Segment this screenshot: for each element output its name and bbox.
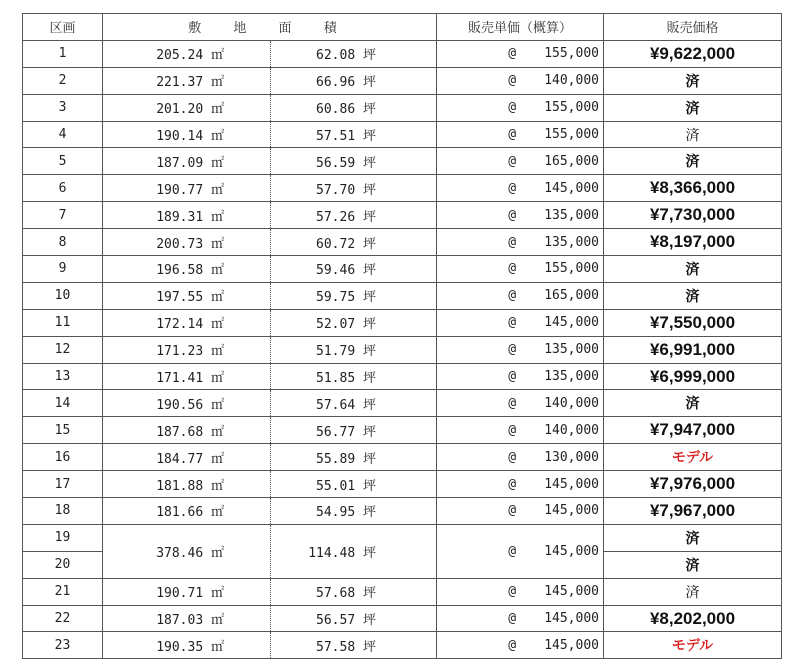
unit-price-value: 165,000 [544,153,599,169]
unit-price [437,524,604,578]
sale-price: 済 [604,256,782,283]
area-m2: 190.56 ㎡ [103,390,271,417]
sale-price: 済 [604,578,782,605]
lot-number: 10 [23,282,103,309]
area-tsubo: 56.57 坪 [271,605,437,632]
at-symbol: @ [508,100,517,116]
unit-price [437,94,604,121]
at-symbol: @ [508,153,517,169]
area-m2: 181.66 ㎡ [103,498,271,525]
unit-price [437,498,604,525]
lot-number: 3 [23,94,103,121]
sale-price: ¥7,967,000 [604,498,782,525]
area-m2: 197.55 ㎡ [103,282,271,309]
sale-price: ¥8,197,000 [604,229,782,256]
lot-number: 2 [23,67,103,94]
sale-price: ¥8,202,000 [604,605,782,632]
table-row [23,282,782,309]
sale-price: 済 [604,524,782,551]
at-symbol: @ [508,637,517,653]
at-symbol: @ [508,543,517,559]
unit-price [437,282,604,309]
lot-number: 15 [23,417,103,444]
area-tsubo: 66.96 坪 [271,67,437,94]
area-tsubo: 60.86 坪 [271,94,437,121]
unit-price-value: 130,000 [544,449,599,465]
at-symbol: @ [508,234,517,250]
lot-number: 12 [23,336,103,363]
sale-price: 済 [604,282,782,309]
area-tsubo: 52.07 坪 [271,309,437,336]
at-symbol: @ [508,73,517,89]
unit-price [437,229,604,256]
lot-number: 11 [23,309,103,336]
area-tsubo: 59.75 坪 [271,282,437,309]
sale-price: ¥8,366,000 [604,175,782,202]
table-body [23,40,782,658]
area-m2: 184.77 ㎡ [103,444,271,471]
area-tsubo: 55.89 坪 [271,444,437,471]
table-row [23,524,782,551]
unit-price-value: 145,000 [544,180,599,196]
unit-price [437,471,604,498]
sale-price: ¥7,976,000 [604,471,782,498]
at-symbol: @ [508,395,517,411]
sale-price: 済 [604,390,782,417]
table-row [23,363,782,390]
lot-number: 9 [23,256,103,283]
sale-price: ¥9,622,000 [604,40,782,67]
table-row [23,256,782,283]
table-row [23,67,782,94]
lot-number: 7 [23,202,103,229]
table-row [23,202,782,229]
unit-price [437,121,604,148]
unit-price [437,40,604,67]
table-row [23,578,782,605]
unit-price-value: 135,000 [544,207,599,223]
table-row [23,390,782,417]
table-row [23,175,782,202]
lot-number: 14 [23,390,103,417]
unit-price [437,417,604,444]
at-symbol: @ [508,315,517,331]
lot-price-table [22,13,782,659]
area-tsubo: 54.95 坪 [271,498,437,525]
unit-price-value: 135,000 [544,342,599,358]
sale-price: ¥7,550,000 [604,309,782,336]
lot-number: 22 [23,605,103,632]
area-tsubo: 60.72 坪 [271,229,437,256]
area-tsubo: 57.51 坪 [271,121,437,148]
at-symbol: @ [508,207,517,223]
table-row [23,94,782,121]
unit-price-value: 145,000 [544,611,599,627]
unit-price-value: 140,000 [544,395,599,411]
sale-price: ¥6,991,000 [604,336,782,363]
header-lot: 区画 [23,14,103,41]
area-m2: 171.41 ㎡ [103,363,271,390]
table-row [23,121,782,148]
table-header-row [23,14,782,41]
area-m2: 378.46 ㎡ [103,524,271,578]
area-m2: 189.31 ㎡ [103,202,271,229]
area-m2: 190.35 ㎡ [103,632,271,659]
table-row [23,309,782,336]
at-symbol: @ [508,611,517,627]
unit-price-value: 155,000 [544,261,599,277]
table-row [23,417,782,444]
unit-price [437,175,604,202]
sale-price: ¥6,999,000 [604,363,782,390]
unit-price [437,363,604,390]
unit-price [437,390,604,417]
lot-number: 21 [23,578,103,605]
at-symbol: @ [508,584,517,600]
unit-price-value: 145,000 [544,543,599,559]
area-m2: 201.20 ㎡ [103,94,271,121]
unit-price-value: 145,000 [544,503,599,519]
at-symbol: @ [508,180,517,196]
table-row [23,336,782,363]
at-symbol: @ [508,288,517,304]
area-m2: 187.09 ㎡ [103,148,271,175]
unit-price [437,444,604,471]
lot-number: 20 [23,551,103,578]
lot-number: 23 [23,632,103,659]
unit-price [437,67,604,94]
area-tsubo: 57.26 坪 [271,202,437,229]
area-m2: 196.58 ㎡ [103,256,271,283]
at-symbol: @ [508,261,517,277]
unit-price [437,148,604,175]
unit-price-value: 135,000 [544,369,599,385]
area-tsubo: 114.48 坪 [271,524,437,578]
unit-price [437,202,604,229]
area-tsubo: 51.85 坪 [271,363,437,390]
area-tsubo: 56.59 坪 [271,148,437,175]
unit-price-value: 145,000 [544,476,599,492]
area-m2: 172.14 ㎡ [103,309,271,336]
unit-price [437,632,604,659]
area-m2: 190.77 ㎡ [103,175,271,202]
table-row [23,632,782,659]
lot-number: 8 [23,229,103,256]
unit-price-value: 140,000 [544,73,599,89]
unit-price-value: 155,000 [544,127,599,142]
unit-price [437,256,604,283]
at-symbol: @ [508,476,517,492]
lot-number: 13 [23,363,103,390]
sale-price: モデル [604,444,782,471]
area-m2: 190.71 ㎡ [103,578,271,605]
unit-price-value: 155,000 [544,46,599,62]
sale-price: 済 [604,551,782,578]
table-row [23,444,782,471]
at-symbol: @ [508,422,517,438]
lot-number: 18 [23,498,103,525]
area-tsubo: 51.79 坪 [271,336,437,363]
area-tsubo: 59.46 坪 [271,256,437,283]
sale-price: ¥7,730,000 [604,202,782,229]
unit-price [437,605,604,632]
unit-price-value: 165,000 [544,288,599,304]
unit-price-value: 145,000 [544,637,599,653]
at-symbol: @ [508,503,517,519]
at-symbol: @ [508,369,517,385]
area-m2: 187.03 ㎡ [103,605,271,632]
unit-price-value: 135,000 [544,234,599,250]
unit-price-value: 140,000 [544,422,599,438]
unit-price [437,578,604,605]
header-unit-price: 販売単価（概算） [437,14,604,41]
table-row [23,605,782,632]
lot-number: 6 [23,175,103,202]
unit-price-value: 145,000 [544,315,599,331]
sale-price: 済 [604,121,782,148]
area-tsubo: 57.58 坪 [271,632,437,659]
sale-price: 済 [604,94,782,121]
table-row [23,148,782,175]
area-m2: 181.88 ㎡ [103,471,271,498]
lot-number: 1 [23,40,103,67]
area-tsubo: 57.70 坪 [271,175,437,202]
table-row [23,40,782,67]
area-m2: 171.23 ㎡ [103,336,271,363]
unit-price-value: 155,000 [544,100,599,116]
table-row [23,498,782,525]
lot-number: 4 [23,121,103,148]
table-row [23,229,782,256]
at-symbol: @ [508,46,517,62]
header-price: 販売価格 [604,14,782,41]
lot-number: 5 [23,148,103,175]
unit-price [437,309,604,336]
area-tsubo: 55.01 坪 [271,471,437,498]
area-m2: 190.14 ㎡ [103,121,271,148]
area-m2: 205.24 ㎡ [103,40,271,67]
area-tsubo: 62.08 坪 [271,40,437,67]
lot-number: 16 [23,444,103,471]
sale-price: 済 [604,148,782,175]
area-tsubo: 57.64 坪 [271,390,437,417]
sale-price: モデル [604,632,782,659]
area-tsubo: 57.68 坪 [271,578,437,605]
area-tsubo: 56.77 坪 [271,417,437,444]
area-m2: 200.73 ㎡ [103,229,271,256]
area-m2: 187.68 ㎡ [103,417,271,444]
unit-price-value: 145,000 [544,584,599,600]
header-area: 敷 地 面 積 [103,14,437,41]
sale-price: 済 [604,67,782,94]
at-symbol: @ [508,127,517,142]
lot-number: 17 [23,471,103,498]
unit-price [437,336,604,363]
at-symbol: @ [508,342,517,358]
at-symbol: @ [508,449,517,465]
area-m2: 221.37 ㎡ [103,67,271,94]
sale-price: ¥7,947,000 [604,417,782,444]
table-row [23,471,782,498]
lot-number: 19 [23,524,103,551]
